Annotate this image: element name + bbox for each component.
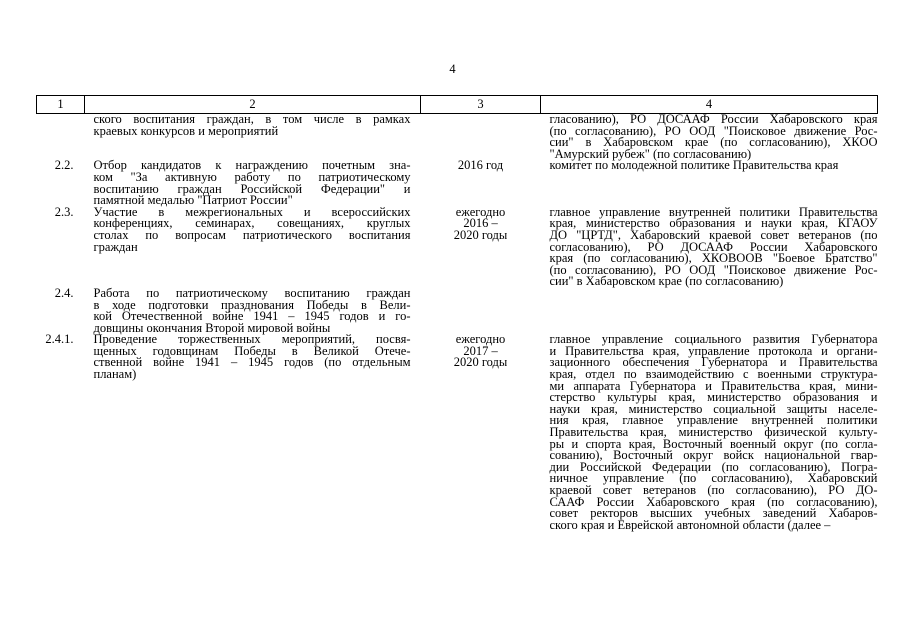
item-number: 2.4.1.: [45, 332, 74, 347]
exec-line: ского края и Еврейской автономной области (далее –: [549, 517, 831, 532]
exec-line: гласованию), РО ДОСААФ России Хабаровского края: [549, 112, 878, 126]
exec-line: сии" в Хабаровском крае (по согласованию): [549, 274, 784, 289]
responsible-executors: [541, 334, 878, 531]
execution-period: [421, 288, 541, 334]
execution-period: [421, 204, 541, 288]
item-number: 2.3.: [54, 204, 74, 219]
table-row: [37, 114, 878, 161]
desc-line: щенных годовщинам Победы в Великой Отече-: [93, 343, 411, 358]
date-line: ежегодно: [455, 204, 506, 219]
desc-line: столах по вопросам патриотического воспитания: [93, 227, 411, 242]
exec-line: и Правительства края, управление протокола и органи-: [549, 343, 878, 358]
measures-table: [36, 95, 878, 531]
item-number: 2.2.: [54, 158, 74, 173]
desc-line: воспитанию граждан Российской Федерации" и: [93, 181, 411, 196]
exec-line: ми аппарата Губернатора и Правительства края, мини-: [549, 378, 878, 393]
date-line: 2017 –: [463, 343, 498, 358]
column-header-1: 1: [37, 96, 85, 114]
date-line: 2016 год: [457, 158, 504, 173]
exec-line: края (по согласованию), ХКОВООВ "Боевое Братство": [549, 251, 878, 266]
activity-description: [85, 114, 421, 161]
exec-line: науки края, министерство социальной защиты населе-: [549, 401, 878, 416]
table-row: [37, 160, 878, 206]
exec-line: сии" в Хабаровском крае (по согласованию), ХКОО: [549, 135, 878, 150]
date-line: 2016 –: [463, 216, 498, 231]
activity-description: [85, 160, 421, 206]
responsible-executors: [541, 160, 878, 206]
desc-line: Проведение торжественных мероприятий, посвя-: [93, 332, 411, 347]
exec-line: краевой совет ветеранов (по согласованию), РО ДО-: [549, 483, 878, 497]
exec-line: края, отдел по взаимодействию с военными структура-: [549, 367, 878, 382]
responsible-executors: [541, 114, 878, 161]
column-header-3: 3: [421, 96, 541, 114]
exec-line: совет ректоров высших учебных заведений Хабаров-: [549, 506, 878, 521]
exec-line: (по согласованию), РО ООД "Поисковое движение Рос-: [549, 262, 878, 277]
exec-line: ры и спорта края, Восточный военный округ (по согла-: [549, 436, 878, 451]
desc-line: конференциях, семинарах, совещаниях, круглых: [93, 216, 411, 231]
table-row: [37, 288, 878, 334]
desc-line: Работа по патриотическому воспитанию граждан: [93, 285, 411, 300]
column-header-2: 2: [85, 96, 421, 114]
table-body: [37, 114, 878, 532]
responsible-executors: [541, 204, 878, 289]
desc-line: Отбор кандидатов к награждению почетным зна-: [93, 158, 411, 173]
table-row: [37, 334, 878, 531]
execution-period: [421, 334, 541, 531]
desc-line: в ходе подготовки празднования Победы в Вели-: [93, 297, 411, 312]
exec-line: дии Российской Федерации (по согласованию), Погра-: [549, 459, 878, 474]
activity-description: [85, 285, 421, 335]
date-line: 2020 годы: [453, 227, 508, 242]
desc-line: ком "За активную работу по патриотическому: [93, 169, 411, 184]
exec-line: СААФ России Хабаровского края (по согласованию),: [549, 494, 878, 509]
exec-line: главное управление внутренней политики Правительства: [549, 204, 878, 219]
responsible-executors: [541, 288, 878, 334]
date-line: ежегодно: [455, 332, 506, 347]
exec-line: Правительства края, министерство физической культу-: [549, 425, 878, 440]
date-line: 2020 годы: [453, 355, 508, 370]
table-header-row: [37, 96, 878, 114]
table-row: [37, 207, 878, 288]
exec-line: согласованию), РО ДОСААФ России Хабаровского: [549, 239, 878, 254]
desc-line: краевых конкурсов и мероприятий: [93, 123, 279, 138]
activity-description: [85, 204, 421, 288]
desc-line: довщины окончания Второй мировой войны: [93, 320, 331, 335]
desc-line: памятной медалью "Патриот России": [93, 193, 293, 208]
exec-line: стерство культуры края, министерство образования и: [549, 390, 878, 405]
exec-line: "Амурский рубеж" (по согласованию): [549, 146, 752, 161]
activity-description: [85, 334, 421, 531]
exec-line: комитет по молодежной политике Правительства края: [549, 158, 839, 173]
execution-period: [421, 160, 541, 206]
exec-line: сованию), Восточный округ войск национальной гвар-: [549, 448, 878, 463]
desc-line: кой Отечественной войне 1941 – 1945 годов и го-: [93, 309, 411, 324]
page-number: 4: [449, 62, 456, 76]
exec-line: ДО "ЦРТД", Хабаровский краевой совет ветеранов (по: [549, 227, 878, 242]
exec-line: (по согласованию), РО ООД "Поисковое движение Рос-: [549, 123, 878, 138]
item-number: 2.4.: [54, 285, 74, 300]
column-header-4: 4: [541, 96, 878, 114]
item-number: [37, 114, 85, 161]
exec-line: ничное управление (по согласованию), Хабаровский: [549, 471, 878, 486]
desc-line: ственной войне 1941 – 1945 годов (по отдельным: [93, 355, 411, 370]
desc-line: граждан: [93, 239, 138, 254]
exec-line: края, министерство образования и науки края, КГАОУ: [549, 216, 878, 231]
desc-line: Участие в межрегиональных и всероссийских: [93, 204, 411, 219]
exec-line: ния края, главное управление внутренней политики: [549, 413, 878, 428]
exec-line: главное управление социального развития Губернатора: [549, 332, 878, 347]
execution-period: [421, 114, 541, 161]
desc-line: ского воспитания граждан, в том числе в рамках: [93, 112, 411, 126]
exec-line: зационного обеспечения Губернатора и Правительства: [549, 355, 878, 370]
desc-line: планам): [93, 367, 137, 382]
